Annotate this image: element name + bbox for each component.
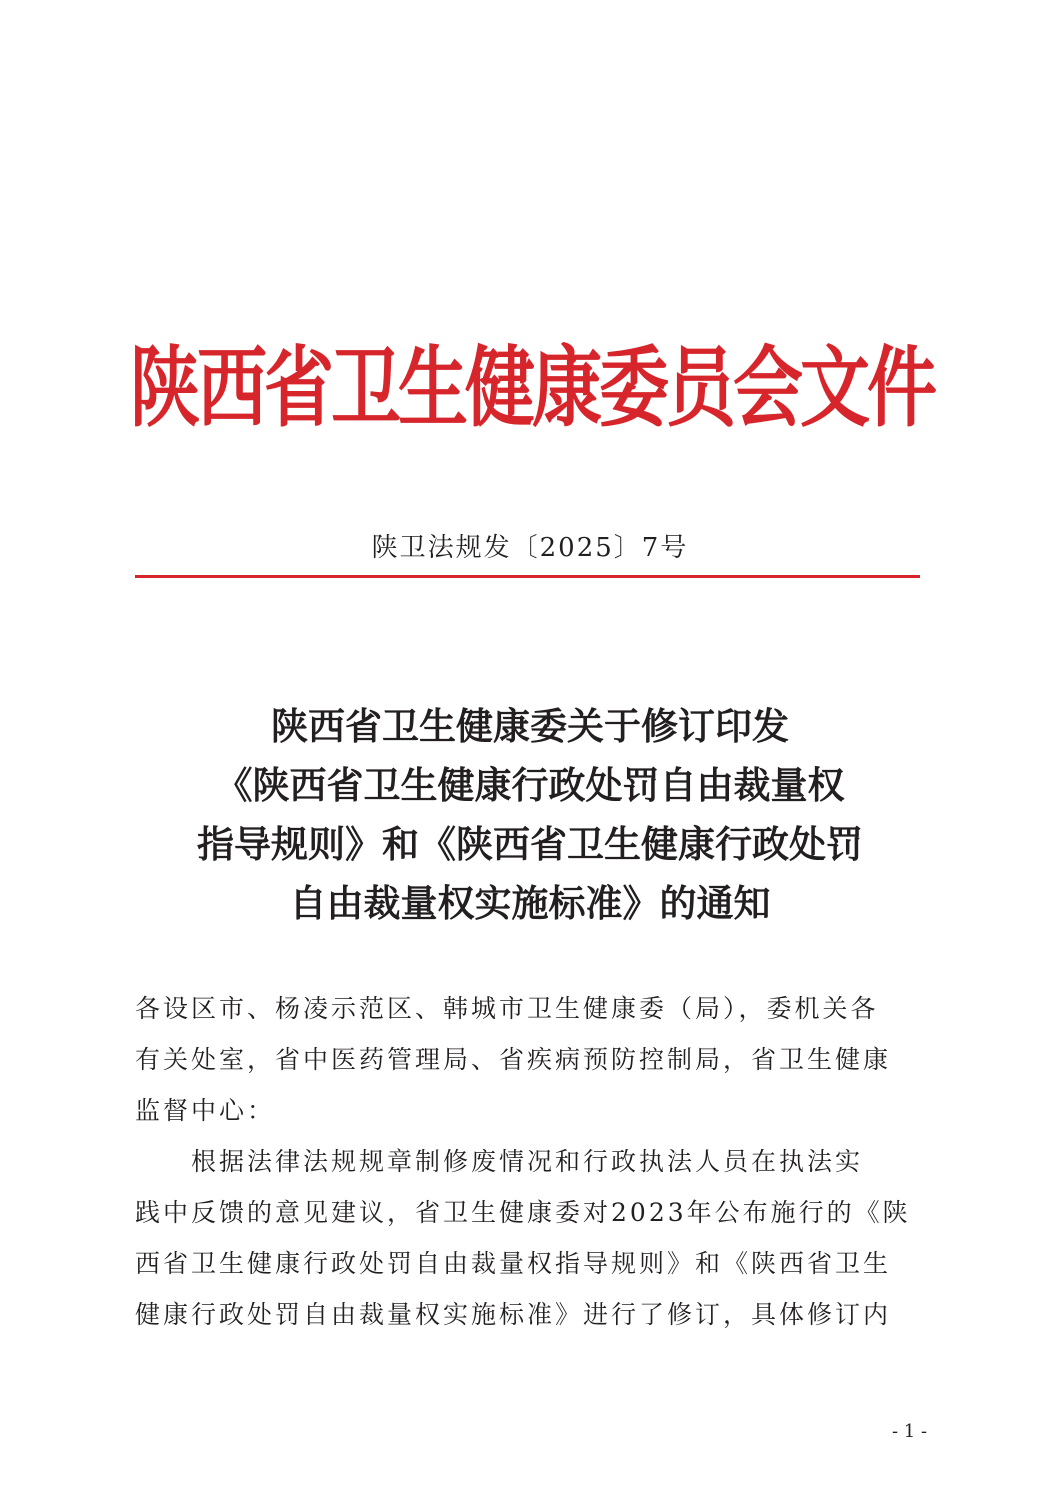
paragraph-line: 西省卫生健康行政处罚自由裁量权指导规则》和《陕西省卫生 (135, 1249, 892, 1278)
title-line: 《陕西省卫生健康行政处罚自由裁量权 (215, 763, 845, 807)
document-title (130, 697, 930, 933)
document-number: 陕卫法规发〔2025〕7号 (371, 533, 689, 563)
issuing-authority-header: 陕西省卫生健康委员会文件 (130, 335, 934, 440)
paragraph-line: 践中反馈的意见建议，省卫生健康委对2023年公布施行的《陕 (135, 1198, 911, 1227)
paragraph-line: 根据法律法规规章制修废情况和行政执法人员在执法实 (191, 1147, 864, 1176)
red-divider-line (135, 575, 920, 578)
paragraph-line: 健康行政处罚自由裁量权实施标准》进行了修订，具体修订内 (135, 1300, 892, 1329)
addressee-line: 有关处室，省中医药管理局、省疾病预防控制局，省卫生健康 (135, 1045, 892, 1074)
addressee-line: 各设区市、杨凌示范区、韩城市卫生健康委（局），委机关各 (135, 994, 879, 1023)
title-line: 自由裁量权实施标准》的通知 (289, 881, 771, 925)
title-line: 陕西省卫生健康委关于修订印发 (271, 704, 789, 748)
addressee-line: 监督中心： (135, 1096, 276, 1125)
title-line: 指导规则》和《陕西省卫生健康行政处罚 (197, 822, 863, 866)
page-number: - 1 - (892, 1421, 928, 1442)
document-body (135, 983, 915, 1340)
